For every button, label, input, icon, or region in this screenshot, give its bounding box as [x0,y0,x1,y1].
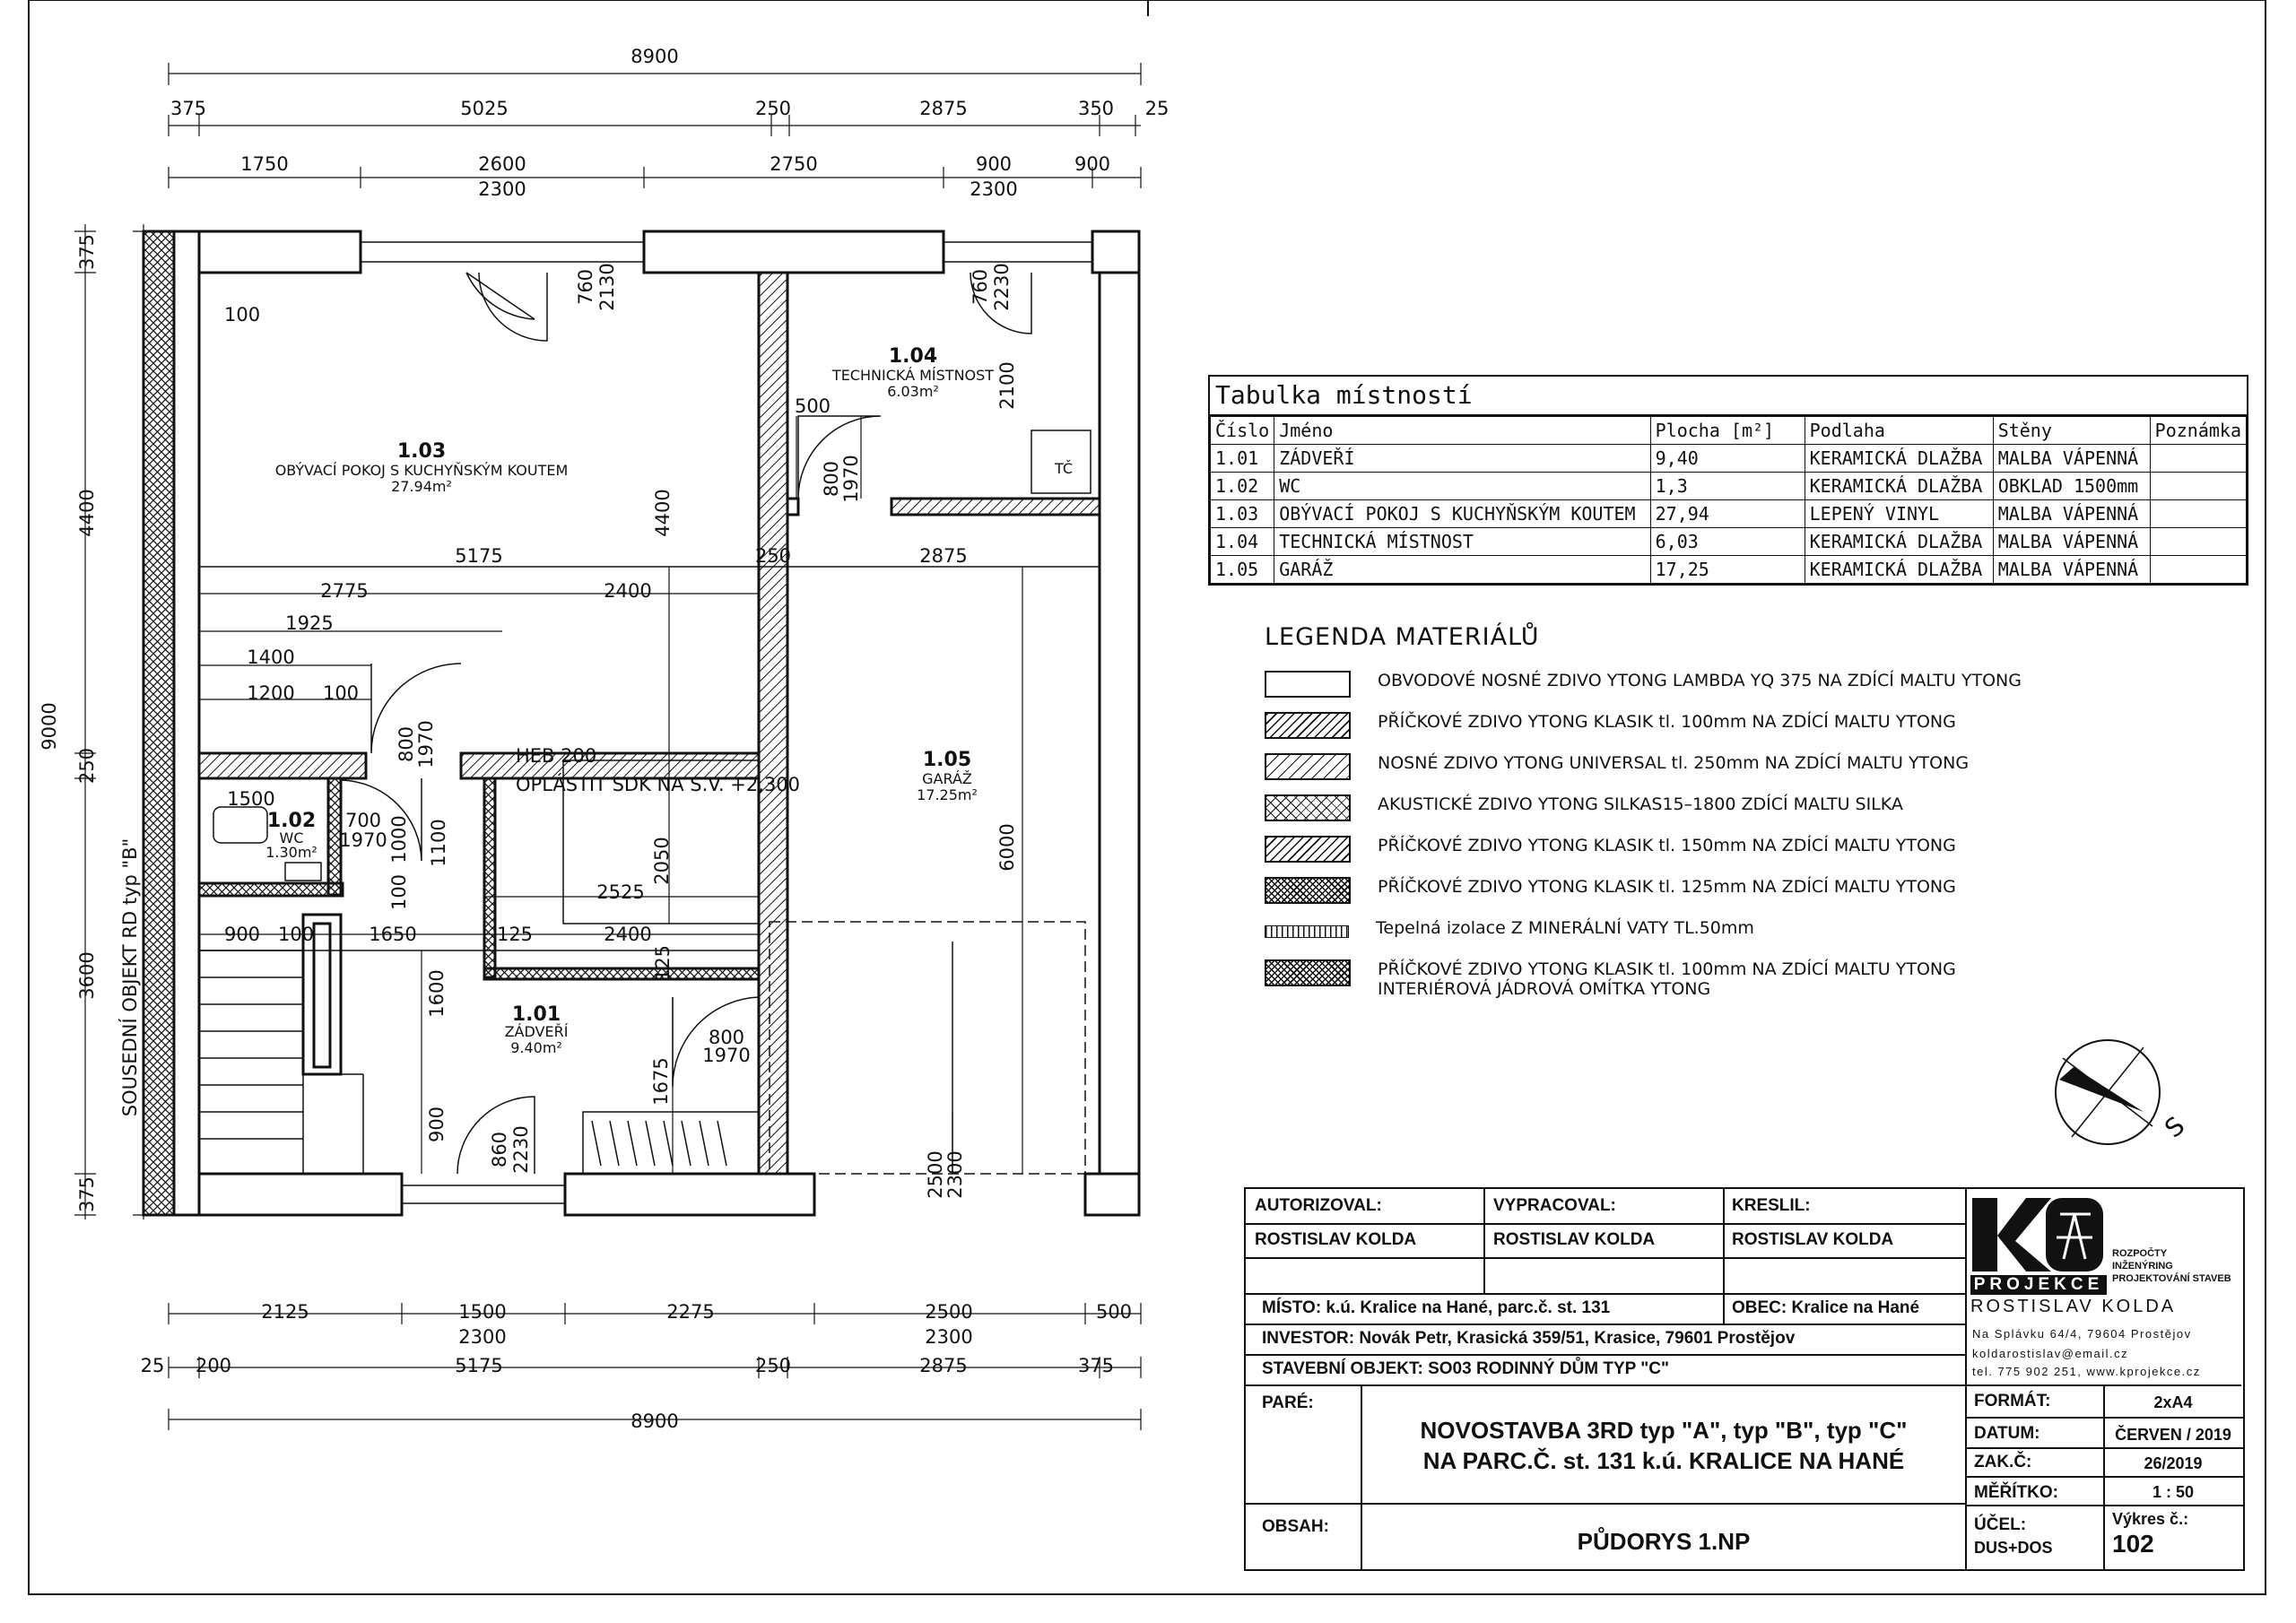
table-row [1211,473,2247,500]
dim-int-900b: 900 [426,1106,448,1143]
sink [285,863,321,881]
room-1-02-area: 1.30m² [265,844,317,861]
heb-label: HEB 200 [516,745,597,767]
table-row [1211,556,2247,584]
garage-door-outline [770,922,1085,1174]
address: Na Splávku 64/4, 79604 Prostějov [1972,1327,2192,1341]
cell [2150,473,2246,500]
dim-int-2875: 2875 [919,545,968,567]
neighbour-label: SOUSEDNÍ OBJEKT RD typ "B" [119,838,141,1117]
format-label: FORMÁT: [1974,1392,2051,1410]
dim-top-r2-5: 25 [1144,98,1170,119]
vypracoval-value: ROSTISLAV KOLDA [1493,1230,1656,1249]
vykres-label: Výkres č.: [2112,1510,2189,1528]
cell: 1.05 [1211,556,1274,584]
zak-label: ZAK.Č: [1974,1453,2032,1471]
dim-left-2: 250 [76,747,98,785]
dim-int-2400a: 2400 [604,580,652,602]
investor: INVESTOR: Novák Petr, Krasická 359/51, Krasice, 79601 Prostějov [1262,1329,1796,1348]
cell: TECHNICKÁ MÍSTNOST [1274,528,1650,556]
dim-top-r3sub-0: 2300 [478,178,526,200]
dim-int-6000: 6000 [996,823,1018,872]
dim-int-760b: 760 [970,268,991,306]
dim-int-2230b: 2230 [510,1125,532,1174]
dim-top-r3-2: 2750 [770,153,818,175]
room-1-04-id: 1.04 [888,345,938,368]
cell: 1.02 [1211,473,1274,500]
room-1-05-area: 17.25m² [917,786,978,803]
obec: OBEC: Kralice na Hané [1732,1298,1920,1317]
dim-left-overall: 9000 [39,702,60,751]
dim-top-r3-3: 900 [975,153,1013,175]
th-jmeno: Jméno [1274,417,1650,445]
room-table-header-row [1211,417,2247,445]
obsah-value: PŮDORYS 1.NP [1577,1528,1751,1555]
swatch-cross-dense [1265,959,1351,986]
dim-int-2400b: 2400 [604,924,652,945]
dim-bot-r1sub-0: 2300 [458,1326,507,1348]
legend-text: OBVODOVÉ NOSNÉ ZDIVO YTONG LAMBDA YQ 375 NA ZDÍCÍ MALTU YTONG [1378,671,2022,690]
autorizoval-label: AUTORIZOVAL: [1255,1196,1382,1215]
dim-int-1650: 1650 [369,924,417,945]
cell [2150,500,2246,528]
swatch-plain [1265,671,1351,698]
legend-item [1265,918,2072,959]
meritko-value: 1 : 50 [2152,1483,2195,1501]
cell: MALBA VÁPENNÁ [1993,528,2150,556]
dim-top-r2-3: 2875 [919,98,968,119]
cell [2150,445,2246,473]
dim-int-2100: 2100 [996,361,1018,410]
legend-text-line1: PŘÍČKOVÉ ZDIVO YTONG KLASIK tl. 100mm NA ZDÍCÍ MALTU YTONG [1378,959,1956,979]
room-1-04-area: 6.03m² [887,383,939,400]
swatch-hatch [1265,712,1351,739]
obsah-label: OBSAH: [1262,1517,1329,1536]
dim-top-r3sub-1: 2300 [970,178,1018,200]
dim-int-700: 700 [344,810,382,831]
table-row [1211,500,2247,528]
dim-left-4: 375 [76,1176,98,1213]
pare-label: PARÉ: [1262,1393,1314,1412]
legend-item [1265,959,2072,1013]
logo-name: ROSTISLAV KOLDA [1970,1297,2177,1316]
dim-int-2775: 2775 [320,580,369,602]
cell: 27,94 [1650,500,1805,528]
dim-bot-overall: 8900 [631,1410,679,1432]
dim-int-1600: 1600 [426,969,448,1018]
cell: OBKLAD 1500mm [1993,473,2150,500]
swatch-cross-dense [1265,877,1351,904]
dim-top-r2-1: 5025 [460,98,509,119]
dim-int-1970: 1970 [339,829,387,851]
cell: KERAMICKÁ DLAŽBA [1805,445,1993,473]
dim-left-1: 4400 [76,489,98,537]
cell: ZÁDVEŘÍ [1274,445,1650,473]
dim-int-1100: 1100 [428,819,449,867]
kreslil-label: KRESLIL: [1732,1196,1811,1215]
legend-text: NOSNÉ ZDIVO YTONG UNIVERSAL tl. 250mm NA ZDÍCÍ MALTU YTONG [1378,753,1970,773]
swatch-cross [1265,794,1351,821]
dim-int-900a: 900 [223,924,261,945]
cell: MALBA VÁPENNÁ [1993,500,2150,528]
tc-label: TČ [1054,460,1074,477]
title-block [1244,1187,2245,1571]
table-row [1211,445,2247,473]
room-1-03-area: 27.94m² [391,478,452,495]
email: koldarostislav@email.cz [1972,1347,2129,1360]
kprojekce-logo-icon [1970,1196,2105,1273]
dim-int-1200: 1200 [247,682,295,704]
dim-int-1500: 1500 [227,788,275,810]
dim-int-800a: 800 [821,460,842,498]
dim-int-1000: 1000 [388,815,410,864]
legend-text: AKUSTICKÉ ZDIVO YTONG SILKAS15–1800 ZDÍCÍ MALTU SILKA [1378,794,1903,814]
sdk-label: OPLÁSTIT SDK NA S.V. +2,300 [516,774,801,795]
legend-text: Tepelná izolace Z MINERÁLNÍ VATY TL.50mm [1376,918,1754,938]
dim-bot-r1-0: 2125 [261,1301,309,1323]
room-1-03-name: OBÝVACÍ POKOJ S KUCHYŇSKÝM KOUTEM [274,462,569,479]
north-arrow [2056,1040,2190,1144]
north-letter: S [2159,1110,2191,1144]
legend-text-line2: INTERIÉROVÁ JÁDROVÁ OMÍTKA YTONG [1378,979,1711,999]
dim-int-100c: 100 [277,924,315,945]
cell: 17,25 [1650,556,1805,584]
dim-int-2050: 2050 [651,837,673,885]
swatch-hatch-wide [1265,753,1351,780]
room-table-title: Tabulka místností [1210,377,2247,416]
datum-label: DATUM: [1974,1424,2040,1443]
dim-int-500: 500 [794,395,831,417]
dim-int-2525: 2525 [596,881,645,903]
dim-top-r3-0: 1750 [240,153,289,175]
dim-int-125b: 125 [652,944,674,982]
cell: OBÝVACÍ POKOJ S KUCHYŇSKÝM KOUTEM [1274,500,1650,528]
room-1-05-name: GARÁŽ [922,770,972,787]
dim-int-1925: 1925 [285,612,334,634]
room-1-02-id: 1.02 [266,810,317,832]
th-podlaha: Podlaha [1805,417,1993,445]
autorizoval-value: ROSTISLAV KOLDA [1255,1230,1417,1249]
dim-bot-r2-2: 5175 [455,1355,503,1376]
project-line-2: NA PARC.Č. st. 131 k.ú. KRALICE NA HANÉ [1422,1447,1905,1474]
room-1-01-area: 9.40m² [510,1039,562,1056]
dim-int-1970c: 1970 [415,720,437,768]
material-legend [1265,623,2072,1013]
dim-top-r3-4: 900 [1074,153,1111,175]
logo-services-3: PROJEKTOVÁNÍ STAVEB [2112,1273,2231,1284]
dim-int-800e: 800 [708,1027,745,1048]
dim-int-800c: 800 [396,725,417,763]
room-1-05-id: 1.05 [922,749,972,771]
room-1-02-name: WC [279,829,304,846]
cell: 9,40 [1650,445,1805,473]
dim-int-760a: 760 [575,268,596,306]
cell: MALBA VÁPENNÁ [1993,556,2150,584]
dim-int-2130: 2130 [596,263,618,311]
legend-item [1265,712,2072,753]
datum-value: ČERVEN / 2019 [2115,1426,2231,1444]
dim-bot-r2-4: 2875 [919,1355,968,1376]
dim-int-2500: 2500 [925,1150,946,1199]
project-line-1: NOVOSTAVBA 3RD typ "A", typ "B", typ "C" [1420,1417,1908,1444]
th-plocha: Plocha [m²] [1650,417,1805,445]
dim-left-0: 375 [76,233,98,271]
toilet [213,807,267,843]
dim-int-125a: 125 [496,924,534,945]
dim-int-2230a: 2230 [991,263,1013,311]
dim-int-100a: 100 [322,682,360,704]
cell: KERAMICKÁ DLAŽBA [1805,556,1993,584]
legend-text [1378,959,1956,999]
vykres-value: 102 [2112,1530,2154,1558]
misto: MÍSTO: k.ú. Kralice na Hané, parc.č. st. 131 [1262,1298,1611,1317]
cell: 6,03 [1650,528,1805,556]
th-steny: Stěny [1993,417,2150,445]
dim-top-r3-1: 2600 [478,153,526,175]
contact: tel. 775 902 251, www.kprojekce.cz [1972,1365,2201,1378]
cell: KERAMICKÁ DLAŽBA [1805,528,1993,556]
legend-item [1265,836,2072,877]
ucel-value: DUS+DOS [1974,1539,2053,1557]
cell: GARÁŽ [1274,556,1650,584]
th-cislo: Číslo [1211,417,1274,445]
legend-text: PŘÍČKOVÉ ZDIVO YTONG KLASIK tl. 100mm NA ZDÍCÍ MALTU YTONG [1378,712,1956,732]
th-poznamka: Poznámka [2150,417,2246,445]
dim-bot-r1-4: 500 [1095,1301,1133,1323]
dim-top-r2-2: 250 [754,98,792,119]
dim-bot-r1sub-1: 2300 [925,1326,973,1348]
dim-int-100-nw: 100 [224,304,261,325]
dim-int-860: 860 [489,1131,510,1168]
dim-bot-r2-3: 250 [754,1355,792,1376]
legend-item [1265,794,2072,836]
legend-title: LEGENDA MATERIÁLŮ [1265,623,1540,651]
room-1-04-name: TECHNICKÁ MÍSTNOST [831,367,995,384]
swatch-insulation [1265,925,1349,938]
dim-int-2300: 2300 [944,1150,966,1199]
ucel-label: ÚČEL: [1974,1515,2027,1534]
table-row [1211,528,2247,556]
logo-projekce: PROJEKCE [1970,1275,2107,1295]
dim-bot-r2-5: 375 [1077,1355,1115,1376]
dim-bot-r1-2: 2275 [666,1301,715,1323]
dim-bot-r1-3: 2500 [925,1301,973,1323]
dim-bot-r1-1: 1500 [458,1301,507,1323]
dim-int-5175: 5175 [455,545,503,567]
dim-int-100b: 100 [388,873,410,911]
dim-int-250: 250 [754,545,792,567]
legend-item [1265,877,2072,918]
cell: 1.01 [1211,445,1274,473]
logo-services-2: INŽENÝRING [2112,1261,2173,1271]
legend-item [1265,671,2072,712]
room-1-01-id: 1.01 [511,1003,561,1026]
dim-int-1675: 1675 [650,1057,672,1106]
dim-bot-r2-1: 200 [195,1355,232,1376]
stavebni-objekt: STAVEBNÍ OBJEKT: SO03 RODINNÝ DŮM TYP "C" [1262,1359,1670,1378]
format-value: 2xA4 [2153,1393,2193,1411]
dim-int-1970e: 1970 [702,1045,751,1066]
room-table-grid [1210,416,2247,584]
dim-top-r2-4: 350 [1077,98,1115,119]
cell: 1.03 [1211,500,1274,528]
dim-bot-r2-0: 25 [140,1355,165,1376]
cell: LEPENÝ VINYL [1805,500,1993,528]
zak-value: 26/2019 [2144,1454,2203,1472]
vypracoval-label: VYPRACOVAL: [1493,1196,1616,1215]
dim-top-r2-0: 375 [170,98,207,119]
dim-left-3: 3600 [76,951,98,1000]
cell [2150,556,2246,584]
dim-int-1970a: 1970 [840,455,862,503]
cell: 1.04 [1211,528,1274,556]
room-1-03-id: 1.03 [396,440,447,463]
cell: KERAMICKÁ DLAŽBA [1805,473,1993,500]
meritko-label: MĚŘÍTKO: [1974,1483,2058,1502]
swatch-hatch [1265,836,1351,863]
dim-int-4400: 4400 [652,489,674,537]
room-1-01-name: ZÁDVEŘÍ [504,1023,569,1040]
cell: 1,3 [1650,473,1805,500]
cell: MALBA VÁPENNÁ [1993,445,2150,473]
legend-text: PŘÍČKOVÉ ZDIVO YTONG KLASIK tl. 150mm NA ZDÍCÍ MALTU YTONG [1378,836,1956,855]
legend-text: PŘÍČKOVÉ ZDIVO YTONG KLASIK tl. 125mm NA ZDÍCÍ MALTU YTONG [1378,877,1956,897]
room-table [1208,375,2248,586]
logo-services-1: ROZPOČTY [2112,1248,2168,1259]
cell: WC [1274,473,1650,500]
kreslil-value: ROSTISLAV KOLDA [1732,1230,1894,1249]
dim-int-1400: 1400 [247,647,295,668]
cell [2150,528,2246,556]
legend-item [1265,753,2072,794]
door-swings [341,273,1031,1174]
dim-top-overall: 8900 [631,46,679,67]
